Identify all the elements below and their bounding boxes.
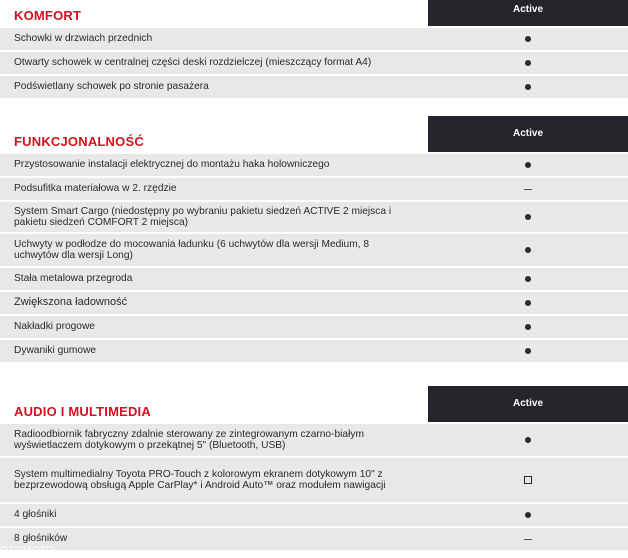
section-audio-multimedia bbox=[0, 386, 628, 550]
table-row bbox=[0, 424, 628, 456]
row-label: Podsufitka materiałowa w 2. rzędzie bbox=[14, 183, 177, 195]
included-dot-icon bbox=[525, 512, 531, 518]
included-dot-icon bbox=[525, 60, 531, 66]
row-label: Radioodbiornik fabryczny zdalnie sterowany ze zintegrowanym czarno-białym wyświetlaczem dotykowym o przekątnej 5" (Bluetooth, USB) bbox=[14, 428, 364, 451]
included-dot-icon bbox=[525, 348, 531, 354]
row-value bbox=[428, 528, 628, 550]
table-row bbox=[0, 292, 628, 314]
section-funkcjonalnosc bbox=[0, 116, 628, 362]
section-header bbox=[0, 386, 628, 422]
row-value bbox=[428, 178, 628, 200]
row-value bbox=[428, 234, 628, 266]
row-value bbox=[428, 424, 628, 456]
row-value bbox=[428, 292, 628, 314]
column-header: Active bbox=[428, 0, 628, 26]
row-label: 4 głośniki bbox=[14, 509, 57, 521]
table-row bbox=[0, 234, 628, 266]
watermark: OTOMOTO bbox=[0, 545, 55, 556]
row-value bbox=[428, 52, 628, 74]
included-dot-icon bbox=[525, 214, 531, 220]
table-row bbox=[0, 52, 628, 74]
row-label: Schowki w drzwiach przednich bbox=[14, 33, 153, 45]
row-value bbox=[428, 340, 628, 362]
table-row bbox=[0, 504, 628, 526]
table-row bbox=[0, 268, 628, 290]
column-header: Active bbox=[428, 116, 628, 152]
row-label: Uchwyty w podłodze do mocowania ładunku (6 uchwytów dla wersji Medium, 8 uchwytów dla wersji Long) bbox=[14, 238, 370, 261]
section-title: KOMFORT bbox=[14, 8, 82, 23]
table-row bbox=[0, 178, 628, 200]
row-value bbox=[428, 504, 628, 526]
optional-square-icon bbox=[524, 476, 532, 484]
column-header: Active bbox=[428, 386, 628, 422]
included-dot-icon bbox=[525, 276, 531, 282]
included-dot-icon bbox=[525, 84, 531, 90]
included-dot-icon bbox=[525, 437, 531, 443]
table-row bbox=[0, 28, 628, 50]
not-available-dash-icon bbox=[524, 539, 532, 540]
section-komfort bbox=[0, 0, 628, 98]
section-header bbox=[0, 0, 628, 26]
table-row bbox=[0, 528, 628, 550]
row-value bbox=[428, 316, 628, 338]
included-dot-icon bbox=[525, 300, 531, 306]
row-label: Zwiększona ładowność bbox=[14, 296, 128, 309]
row-value bbox=[428, 268, 628, 290]
row-label: Nakładki progowe bbox=[14, 321, 95, 333]
row-label: Podświetlany schowek po stronie pasażera bbox=[14, 81, 209, 93]
table-row bbox=[0, 340, 628, 362]
row-label: 8 głośników bbox=[14, 533, 68, 545]
row-label: Przystosowanie instalacji elektrycznej do montażu haka holowniczego bbox=[14, 159, 330, 171]
section-title: FUNKCJONALNOŚĆ bbox=[14, 134, 144, 149]
row-value bbox=[428, 202, 628, 232]
section-header bbox=[0, 116, 628, 152]
table-row bbox=[0, 76, 628, 98]
included-dot-icon bbox=[525, 162, 531, 168]
table-row bbox=[0, 154, 628, 176]
row-value bbox=[428, 76, 628, 98]
row-value bbox=[428, 28, 628, 50]
row-value bbox=[428, 458, 628, 502]
included-dot-icon bbox=[525, 324, 531, 330]
table-row bbox=[0, 316, 628, 338]
included-dot-icon bbox=[525, 247, 531, 253]
not-available-dash-icon bbox=[524, 189, 532, 190]
section-title: AUDIO I MULTIMEDIA bbox=[14, 404, 151, 419]
included-dot-icon bbox=[525, 36, 531, 42]
row-value bbox=[428, 154, 628, 176]
table-row bbox=[0, 202, 628, 232]
row-label: System Smart Cargo (niedostępny po wybraniu pakietu siedzeń ACTIVE 2 miejsca i pakietu siedzeń COMFORT 2 miejsca) bbox=[14, 205, 392, 228]
row-label: System multimedialny Toyota PRO-Touch z kolorowym ekranem dotykowym 10" z bezprzewodową obsługą Apple CarPlay* i Android Auto™ oraz modułem nawigacji bbox=[14, 468, 386, 491]
row-label: Otwarty schowek w centralnej części deski rozdzielczej (mieszczący format A4) bbox=[14, 57, 372, 69]
row-label: Stała metalowa przegroda bbox=[14, 273, 133, 285]
table-row bbox=[0, 458, 628, 502]
row-label: Dywaniki gumowe bbox=[14, 345, 97, 357]
